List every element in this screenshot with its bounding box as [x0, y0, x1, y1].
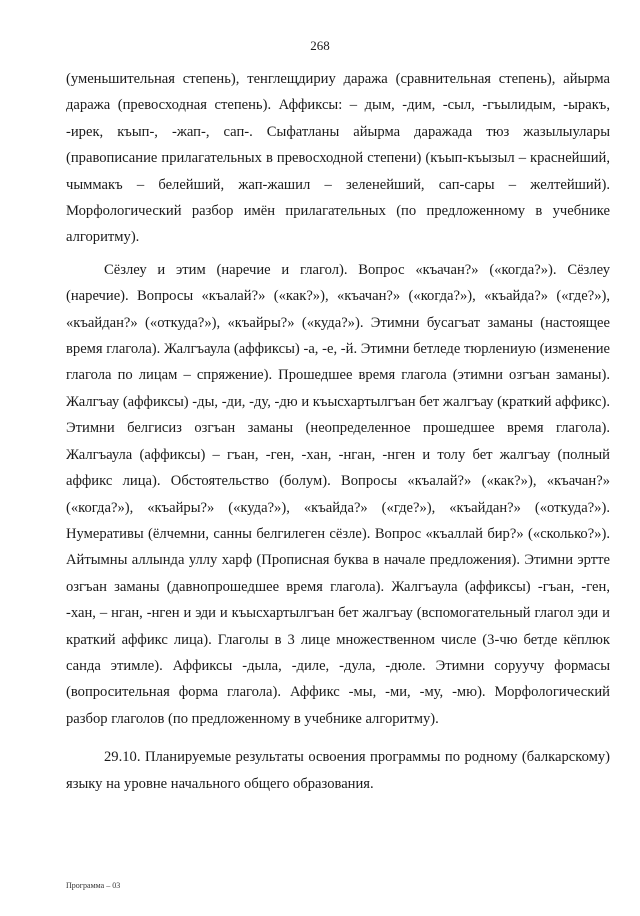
- paragraph-adverb-and-verb: Сёзлеу и этим (наречие и глагол). Вопрос «къачан?» («когда?»). Сёзлеу (наречие). Вопросы «къалай?» («как?»), «къачан?» («когда?»), «къайда?» («где?»), «къайдан?» («откуда?»), «къайры?» («куда?»). Этимни бусагъат заманы (настоящее время глагола). Жалгъаула (аффиксы) -а, -е, -й. Этимни бетледе тюрлениую (изменение глагола по лицам – спряжение). Прошедшее время глагола (этимни озгъан заманы). Жалгъау (аффиксы) -ды, -ди, -ду, -дю и къысхартылгъан бет жалгъау (краткий аффикс). Этимни белгисиз озгъан заманы (неопределенное прошедшее время глагола). Жалгъаула (аффиксы) – гъан, -ген, -хан, -нган, -нген и толу бет жалгъау (полный аффикс лица). Обстоятельство (болум). Вопросы «къалай?» («как?»), «къачан?» («когда?»), «къайры?» («куда?»), «къайда?» («где?»), «къайдан?» («откуда?»). Нумеративы (ёлчемни, санны белгилеген сёзле). Вопрос «къаллай бир?» («сколько?»). Айтымны аллында уллу харф (Прописная буква в начале предложения). Этимни эртте озгъан заманы (давнопрошедшее время глагола). Жалгъаула (аффиксы) -гъан, -ген, -хан, – нган, -нген и эди и къысхартылгъан бет жалгъау (вспомогательный глагол эди и краткий аффикс лица). Глаголы в 3 лице множественном числе (3-чю бетде кёплюк санда этимле). Аффиксы -дыла, -диле, -дула, -дюле. Этимни соруучу формасы (вопросительная форма глагола). Аффикс -мы, -ми, -му, -мю). Морфологический разбор глаголов (по предложенному в учебнике алгоритму).: [66, 261, 610, 727]
- paragraph-adjective-degrees: (уменьшительная степень), тенглещдириу даража (сравнительная степень), айырма даража (превосходная степень). Аффиксы: – дым, -дим, -сыл, -гъылидым, -ыракъ, -ирек, къып-, -жап-, сап-. Сыфатланы айырма даражада тюз жазылыулары (правописание прилагательных в превосходной степени) (къып-къызыл – краснейший, чыммакъ – белейший, жап-жашил – зеленейший, сап-сары – желтейший). Морфологический разбор имён прилагательных (по предложенному в учебнике алгоритму).: [66, 71, 610, 246]
- paragraph-section-heading: 29.10. Планируемые результаты освоения программы по родному (балкарскому) языку на уровне начального общего образования.: [66, 749, 610, 792]
- page-footer: Программа – 03: [66, 881, 121, 890]
- body-text: [66, 66, 610, 797]
- page-number: 268: [310, 38, 330, 53]
